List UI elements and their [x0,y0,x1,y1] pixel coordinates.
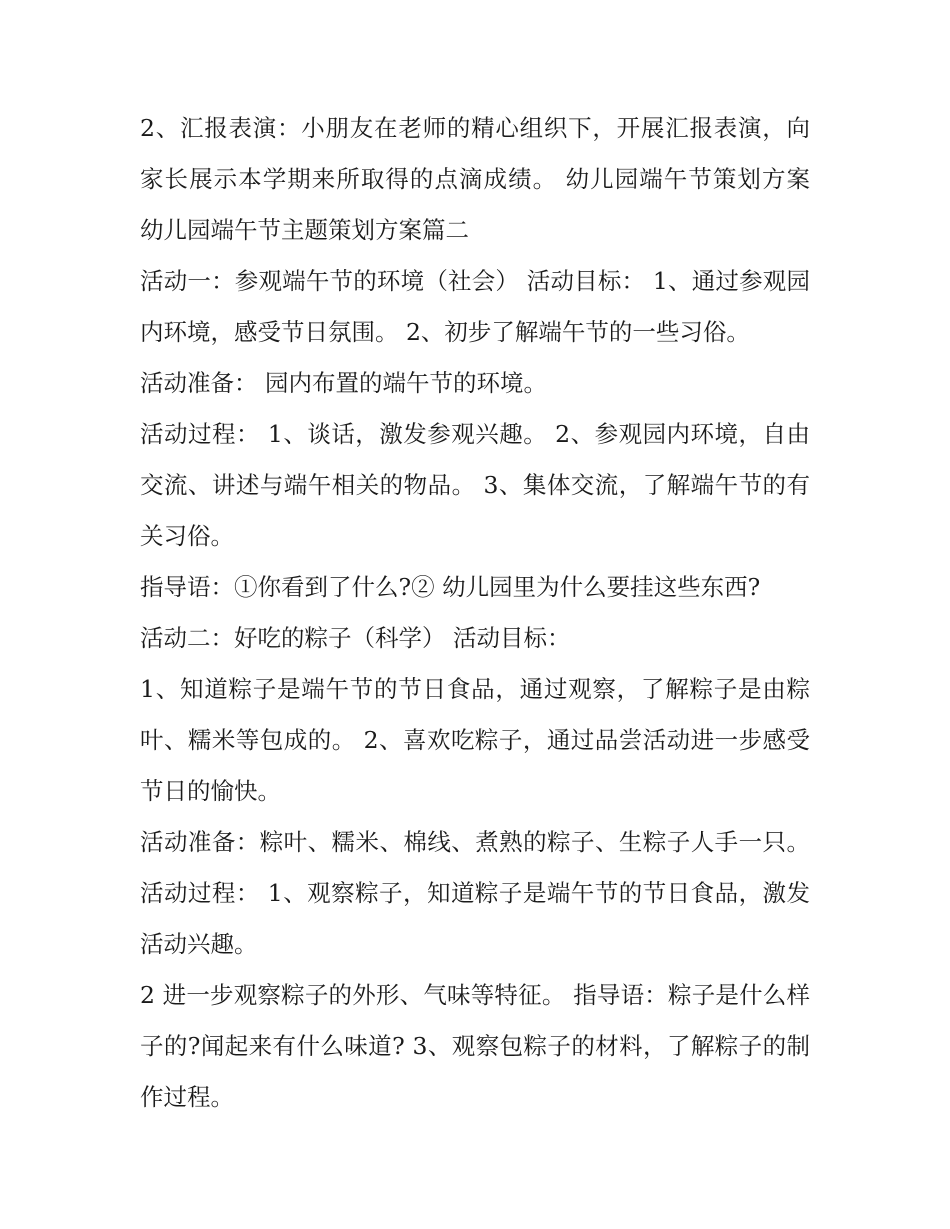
paragraph-activity-two-title: 活动二：好吃的粽子（科学） 活动目标： [140,624,571,652]
document-body [140,103,810,1123]
paragraph-activity-one-goals: 活动一：参观端午节的环境（社会） 活动目标： 1、通过参观园内环境，感受节日氛围。 2、初步了解端午节的一些习俗。 [140,267,810,346]
paragraph-activity-one-preparation: 活动准备： 园内布置的端午节的环境。 [140,369,547,397]
paragraph-activity-two-goals: 1、知道粽子是端午节的节日食品，通过观察，了解粽子是由粽叶、糯米等包成的。 2、喜欢吃粽子，通过品尝活动进一步感受节日的愉快。 [140,675,810,805]
paragraph-activity-two-preparation: 活动准备：粽叶、糯米、棉线、煮熟的粽子、生粽子人手一只。 活动过程： 1、观察粽子，知道粽子是端午节的节日食品，激发活动兴趣。 [140,828,810,958]
paragraph-activity-one-process: 活动过程： 1、谈话，激发参观兴趣。 2、参观园内环境，自由交流、讲述与端午相关的物品。 3、集体交流，了解端午节的有关习俗。 [140,420,810,550]
paragraph-performance: 2、汇报表演：小朋友在老师的精心组织下，开展汇报表演，向家长展示本学期来所取得的点滴成绩。 幼儿园端午节策划方案 幼儿园端午节主题策划方案篇二 [140,114,810,244]
paragraph-activity-one-guidance: 指导语：①你看到了什么?② 幼儿园里为什么要挂这些东西? [140,573,761,601]
paragraph-activity-two-observation: 2 进一步观察粽子的外形、气味等特征。 指导语：粽子是什么样子的?闻起来有什么味道? 3、观察包粽子的材料，了解粽子的制作过程。 [140,981,810,1111]
